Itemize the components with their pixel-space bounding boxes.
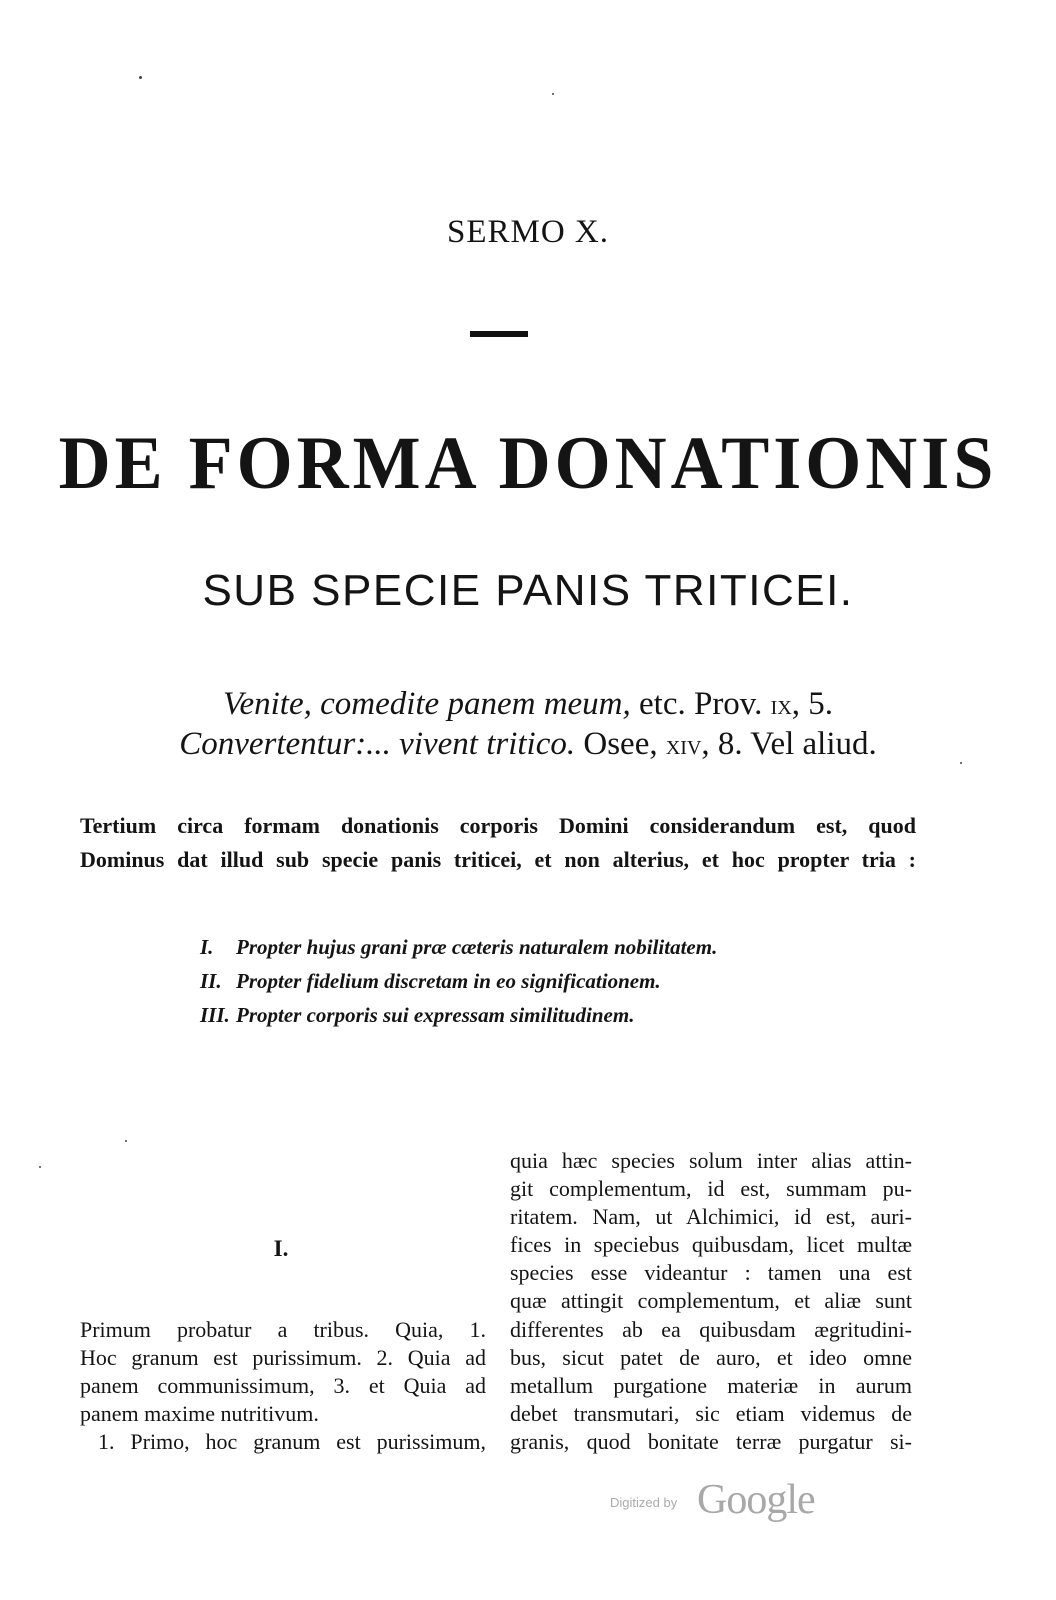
division-point-2: [200, 969, 661, 994]
verse-2-quote: Convertentur:... vivent tritico.: [179, 726, 576, 762]
column-line: fices in speciebus quibusdam, licet multæ: [510, 1232, 912, 1258]
title-rule: [470, 331, 528, 337]
verse-2-chapter: xiv: [665, 730, 702, 761]
verse-1-ref: etc. Prov.: [630, 686, 771, 722]
column-line: differentes ab ea quibusdam ægritudini-: [510, 1316, 912, 1342]
column-line: quia hæc species solum inter alias attin-: [510, 1148, 912, 1173]
scan-speck: [39, 1166, 41, 1168]
column-line: git complementum, id est, summam pu-: [510, 1176, 912, 1202]
column-line: ritatem. Nam, ut Alchimici, id est, auri-: [510, 1204, 912, 1230]
point-text: Propter corporis sui expressam similitudinem.: [236, 1003, 635, 1027]
column-line: Primum probatur a tribus. Quia, 1.: [80, 1317, 486, 1342]
scripture-verse-2: [0, 726, 1056, 763]
column-line: Hoc granum est purissimum. 2. Quia ad: [80, 1345, 486, 1371]
main-title: DE FORMA DONATIONIS: [58, 420, 998, 505]
scan-speck: [960, 762, 962, 764]
column-line: metallum purgatione materiæ in aurum: [510, 1372, 912, 1398]
verse-1-quote: Venite, comedite panem meum,: [222, 686, 631, 722]
point-number: III.: [200, 1003, 230, 1027]
google-watermark-logo: Google: [697, 1477, 815, 1523]
scan-speck: [125, 1140, 127, 1142]
verse-1-chapter: ix: [770, 690, 792, 721]
column-line: debet transmutari, sic etiam videmus de: [510, 1400, 912, 1426]
division-point-3: [200, 1003, 634, 1028]
verse-2-verse: , 8. Vel aliud.: [701, 726, 877, 762]
point-text: Propter hujus grani præ cæteris naturalem nobilitatem.: [236, 935, 718, 959]
sermon-number: SERMO X.: [446, 214, 610, 250]
intro-line: Tertium circa formam donationis corporis Domini considerandum est, quod: [80, 813, 916, 838]
scripture-verse-1: [0, 686, 1056, 723]
column-line: granis, quod bonitate terræ purgatur si-: [510, 1428, 912, 1454]
point-text: Propter fidelium discretam in eo significationem.: [236, 969, 661, 993]
column-line: quæ attingit complementum, et aliæ sunt: [510, 1288, 912, 1314]
intro-line: Dominus dat illud sub specie panis triticei, et non alterius, et hoc propter tria :: [80, 847, 916, 872]
verse-2-ref: Osee,: [575, 726, 666, 762]
right-column: [510, 1147, 912, 1456]
point-number: II.: [200, 969, 222, 993]
division-point-1: [200, 935, 717, 960]
point-number: I.: [200, 935, 214, 959]
column-line: bus, sicut patet de auro, et ideo omne: [510, 1344, 912, 1370]
left-column: [80, 1316, 486, 1456]
column-line: panem maxime nutritivum.: [80, 1401, 319, 1427]
column-line: panem communissimum, 3. et Quia ad: [80, 1373, 486, 1399]
subtitle: SUB SPECIE PANIS TRITICEI.: [202, 566, 854, 615]
digitized-by-label: Digitized by: [610, 1495, 678, 1510]
verse-1-verse: , 5.: [791, 686, 834, 722]
section-numeral: I.: [273, 1236, 289, 1261]
column-line: species esse videantur : tamen una est: [510, 1260, 912, 1286]
column-line: 1. Primo, hoc granum est purissimum,: [98, 1429, 486, 1455]
scan-speck: [139, 76, 142, 79]
scan-speck: [552, 93, 554, 95]
